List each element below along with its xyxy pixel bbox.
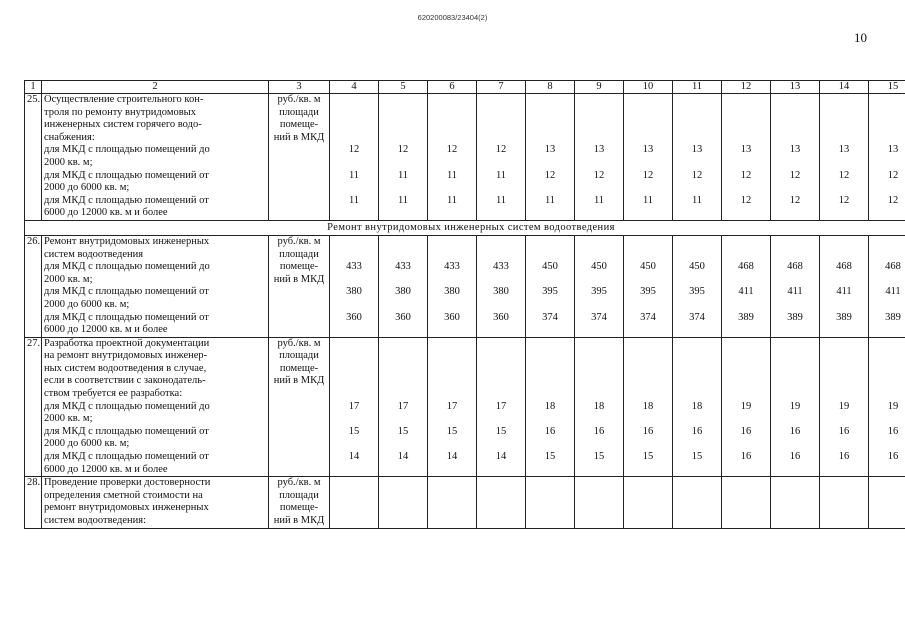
value-cell [428,477,477,528]
value-cell: 12 11 11 [477,94,526,221]
value-cell: 12 11 11 [428,94,477,221]
value-cell [379,477,428,528]
column-number: 4 [330,81,379,94]
table-body [25,81,905,529]
column-number: 11 [673,81,722,94]
value-cell: 17 15 14 [477,337,526,477]
value-cell: 17 15 14 [379,337,428,477]
value-cell: 18 16 15 [575,337,624,477]
table-row [25,477,905,528]
value-cell [330,477,379,528]
page-number: 10 [854,30,867,45]
value-cell [722,477,771,528]
column-number: 12 [722,81,771,94]
value-cell: 433 380 360 [428,235,477,337]
value-cell: 13 12 11 [575,94,624,221]
value-cell [477,477,526,528]
value-cell: 19 16 16 [869,337,905,477]
value-cell: 13 12 11 [526,94,575,221]
row-number: 27. [25,337,42,477]
row-description: Ремонт внутридомовых инженерных систем водоотведения для МКД с площадью помещений до 2000 кв. м; для МКД с площадью помещений от 2000 до 6000 кв. м; для МКД с площадью помещений от 6000 до 12000 кв. м и более [42,235,269,337]
column-number-row [25,81,905,94]
row-unit: руб./кв. м площади помеще- ний в МКД [269,477,330,528]
value-cell [575,477,624,528]
value-cell [624,477,673,528]
value-cell: 13 12 11 [673,94,722,221]
row-number: 26. [25,235,42,337]
row-number: 25. [25,94,42,221]
row-unit: руб./кв. м площади помеще- ний в МКД [269,94,330,221]
value-cell [820,477,869,528]
rates-table [24,80,905,529]
value-cell: 19 16 16 [820,337,869,477]
column-number: 2 [42,81,269,94]
value-cell: 450 395 374 [575,235,624,337]
value-cell: 19 16 16 [771,337,820,477]
section-row [25,220,905,235]
section-title: Ремонт внутридомовых инженерных систем водоотведения [25,220,905,235]
value-cell: 12 11 11 [330,94,379,221]
value-cell: 13 12 12 [820,94,869,221]
value-cell: 13 12 11 [624,94,673,221]
table-row [25,337,905,477]
value-cell: 13 12 12 [771,94,820,221]
value-cell: 18 16 15 [526,337,575,477]
value-cell: 18 16 15 [673,337,722,477]
value-cell: 450 395 374 [526,235,575,337]
table-row [25,235,905,337]
document-code: 620200083/23404(2) [417,13,488,22]
column-number: 14 [820,81,869,94]
value-cell: 433 380 360 [330,235,379,337]
value-cell: 468 411 389 [722,235,771,337]
value-cell: 468 411 389 [820,235,869,337]
row-description: Проведение проверки достоверности определения сметной стоимости на ремонт внутридомовых инженерных систем водоотведения: [42,477,269,528]
value-cell: 18 16 15 [624,337,673,477]
value-cell: 17 15 14 [428,337,477,477]
column-number: 13 [771,81,820,94]
value-cell: 13 12 12 [722,94,771,221]
value-cell: 468 411 389 [869,235,905,337]
column-number: 9 [575,81,624,94]
value-cell: 433 380 360 [477,235,526,337]
value-cell [869,477,905,528]
value-cell: 12 11 11 [379,94,428,221]
value-cell: 433 380 360 [379,235,428,337]
row-description: Осуществление строительного кон- троля по ремонту внутридомовых инженерных систем горячего водо- снабжения: для МКД с площадью помещений до 2000 кв. м; для МКД с площадью помещений от 2000 до 6000 кв. м; для МКД с площадью помещений от 6000 до 12000 кв. м и более [42,94,269,221]
column-number: 15 [869,81,905,94]
row-unit: руб./кв. м площади помеще- ний в МКД [269,235,330,337]
column-number: 10 [624,81,673,94]
column-number: 6 [428,81,477,94]
value-cell: 450 395 374 [624,235,673,337]
column-number: 7 [477,81,526,94]
row-unit: руб./кв. м площади помеще- ний в МКД [269,337,330,477]
value-cell: 450 395 374 [673,235,722,337]
value-cell: 468 411 389 [771,235,820,337]
row-description: Разработка проектной документации на ремонт внутридомовых инженер- ных систем водоотведения в случае, если в соответствии с законодатель- ством требуется ее разработка: для МКД с площадью помещений до 2000 кв. м; для МКД с площадью помещений от 2000 до 6000 кв. м; для МКД с площадью помещений от 6000 до 12000 кв. м и более [42,337,269,477]
value-cell: 13 12 12 [869,94,905,221]
value-cell [673,477,722,528]
column-number: 1 [25,81,42,94]
table-row [25,94,905,221]
value-cell [526,477,575,528]
column-number: 3 [269,81,330,94]
value-cell [771,477,820,528]
column-number: 5 [379,81,428,94]
column-number: 8 [526,81,575,94]
value-cell: 19 16 16 [722,337,771,477]
value-cell: 17 15 14 [330,337,379,477]
row-number: 28. [25,477,42,528]
